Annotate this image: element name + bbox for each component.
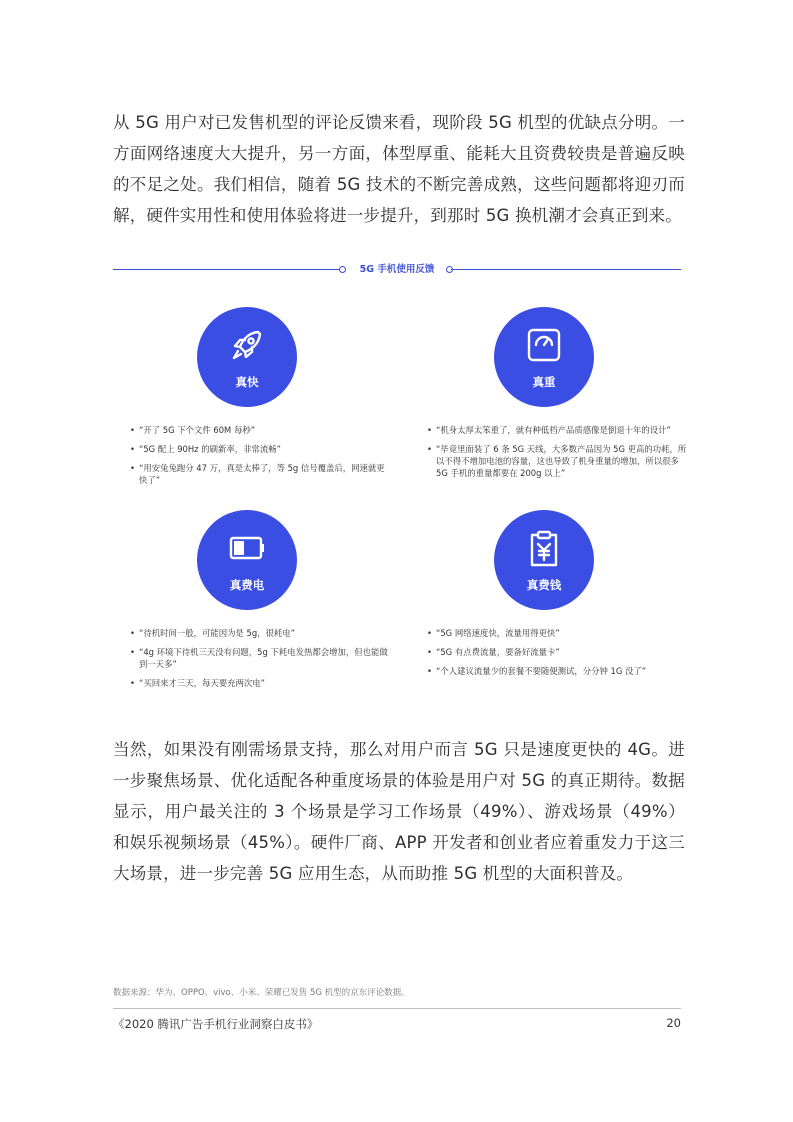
feedback-fast-quotes [130,424,392,493]
list-item: • “机身太厚太笨重了，就有种低档产品质感像是倒退十年的设计” [427,424,689,436]
list-item: • “5G 配上 90Hz 的刷新率，非常流畅” [130,443,392,455]
page-number: 20 [666,1016,681,1030]
feedback-heavy-circle [494,307,594,407]
list-item: • “待机时间一般，可能因为是 5g，很耗电” [130,627,392,639]
footer-title: 《2020 腾讯广告手机行业洞察白皮书》 [113,1017,319,1031]
list-item: • “买回来才三天，每天要充两次电” [130,677,392,689]
intro-paragraph: 从 5G 用户对已发售机型的评论反馈来看，现阶段 5G 机型的优缺点分明。一方面网络速度大大提升，另一方面，体型厚重、能耗大且资费较贵是普遍反映的不足之处。我们相信，随着 5G 技术的不断完善成熟，这些问题都将迎刃而解，硬件实用性和使用体验将进一步提升，到那时 5G 换机潮才会真正到来。 [113,113,685,225]
scenario-paragraph: 当然，如果没有刚需场景支持，那么对用户而言 5G 只是速度更快的 4G。进一步聚焦场景、优化适配各种重度场景的体验是用户对 5G 的真正期待。数据显示，用户最关注的 3 个场景是学习工作场景（49%）、游戏场景（49%）和娱乐视频场景（45%）。硬件厂商、APP 开发者和创业者应着重发力于这三大场景，进一步完善 5G 应用生态，从而助推 5G 机型的大面积普及。 [113,740,685,883]
feedback-power-circle [197,510,297,610]
feedback-power-label: 真费电 [229,578,265,592]
feedback-cost-quotes [427,627,689,684]
feedback-heavy-quotes [427,424,689,486]
list-item: • “毕竟里面装了 6 条 5G 天线，大多数产品因为 5G 更高的功耗，所以不得不增加电池的容量，这也导致了机身重量的增加，所以很多 5G 手机的重量都要在 200g 以上” [427,443,689,479]
footer-divider [113,1008,681,1009]
feedback-cost-label: 真费钱 [526,578,562,592]
feedback-heavy-label: 真重 [532,375,556,389]
rocket-icon [229,327,265,363]
yuan-receipt-icon [526,530,562,568]
source-note: 数据来源：华为、OPPO、vivo、小米、荣耀已发售 5G 机型的京东评论数据。 [113,988,410,998]
list-item: • “用安兔兔跑分 47 万，真是太棒了，等 5g 信号覆盖后，网速就更快了” [130,462,392,486]
feedback-fast-label: 真快 [235,375,259,389]
list-item: • “5G 网络速度快，流量用得更快” [427,627,689,639]
list-item: • “4g 环境下待机三天没有问题，5g 下耗电发热都会增加，但也能做到一天多” [130,646,392,670]
battery-icon [227,530,267,566]
feedback-power-quotes [130,627,392,696]
feedback-fast-circle [197,307,297,407]
header-rule-right [451,269,681,270]
header-rule-left [113,269,341,270]
scale-icon [526,327,562,363]
list-item: • “个人建议流量少的套餐不要随便测试，分分钟 1G 没了” [427,665,689,677]
section-header [113,259,681,281]
list-item: • “开了 5G 下个文件 60M 每秒” [130,424,392,436]
header-dot-left [339,266,346,273]
list-item: • “5G 有点费流量，要备好流量卡” [427,646,689,658]
feedback-cost-circle [494,510,594,610]
section-title: 5G 手机使用反馈 [359,264,435,275]
